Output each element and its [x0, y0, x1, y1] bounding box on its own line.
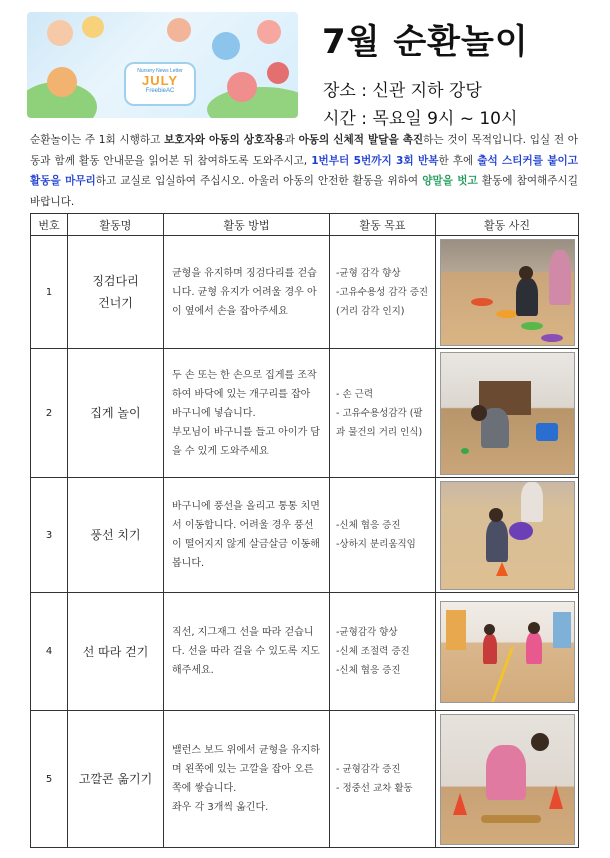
activity-name-line: 풍선 치기 [90, 528, 141, 542]
time-line [323, 104, 517, 129]
activity-name [68, 236, 164, 349]
activity-name [68, 478, 164, 593]
activity-goals [330, 349, 436, 478]
place-line [323, 76, 482, 101]
intro-highlight-sticker: 출석 스티커를 붙이고 활동을 마무리 [30, 154, 579, 187]
goal-item: -균형감각 향상 [336, 627, 398, 638]
intro-emphasis: 아동의 신체적 발달을 촉진 [298, 134, 424, 146]
goal-item: -균형 감각 향상 [336, 267, 401, 279]
goal-item: - 정중선 교차 활동 [336, 783, 413, 794]
intro-highlight-repeat: 1번부터 5번까지 3회 반복 [311, 154, 439, 167]
row-number: 1 [31, 236, 68, 349]
activity-photo-cell [436, 593, 579, 711]
col-header-activity: 활동명 [68, 214, 164, 236]
activity-name [68, 349, 164, 478]
intro-text: 하는 것이 목적입니다. 입실 전 아동과 함께 활동 안내문을 읽어본 뒤 참여하도록 도와주시고, [30, 134, 579, 167]
activity-name-line: 집게 놀이 [90, 406, 141, 420]
newsletter-brand: FreebieAC [145, 88, 175, 94]
table-row [31, 593, 579, 711]
newsletter-month: JULY [141, 73, 179, 88]
intro-paragraph [30, 130, 578, 212]
activity-name [68, 593, 164, 711]
activity-name [68, 711, 164, 848]
activity-name-line: 고깔콘 옮기기 [78, 772, 153, 786]
activity-photo [440, 714, 575, 845]
activity-method: 밸런스 보드 위에서 균형을 유지하며 왼쪽에 있는 고깔을 잡아 오른쪽에 쌓습니다. 좌우 각 3개씩 옮긴다. [164, 711, 330, 848]
row-number: 4 [31, 593, 68, 711]
activity-photo [440, 481, 575, 590]
activity-method: 두 손 또는 한 손으로 집게를 조작하여 바닥에 있는 개구리를 잡아 바구니에 넣습니다. 부모님이 바구니를 들고 아이가 담을 수 있게 도와주세요 [164, 349, 330, 478]
activity-photo-cell [436, 349, 579, 478]
table-row [31, 478, 579, 593]
activity-photo [440, 239, 575, 346]
activity-name-line: 선 따라 걷기 [82, 644, 149, 659]
place-colon: : [361, 81, 373, 101]
activity-goals [330, 711, 436, 848]
time-colon: : [361, 109, 373, 129]
activity-photo [440, 352, 575, 475]
activity-photo [440, 601, 575, 703]
table-row [31, 711, 579, 848]
intro-emphasis: 보호자와 아동의 상호작용 [164, 134, 285, 146]
intro-text: 하고 교실로 입실하여 주십시오. 아울러 아동의 안전한 활동을 위하여 [95, 175, 423, 187]
time-label: 시간 [323, 109, 356, 129]
activity-name-line: 건너기 [98, 296, 133, 310]
table-row [31, 236, 579, 349]
activity-photo-cell [436, 236, 579, 349]
activity-goals [330, 593, 436, 711]
activity-table [30, 213, 579, 848]
col-header-number: 번호 [31, 214, 68, 236]
goal-item: -신체 조절력 증진 [336, 646, 410, 657]
goal-item: - 고유수용성감각 (팔과 물건의 거리 인식) [336, 407, 423, 438]
col-header-photo: 활동 사진 [436, 214, 579, 236]
newsletter-subtitle: Nursery News Letter [137, 68, 183, 74]
activity-goals [330, 478, 436, 593]
time-value: 목요일 9시 ~ 10시 [372, 109, 518, 129]
row-number: 5 [31, 711, 68, 848]
intro-highlight-socks: 양말을 벗고 [422, 175, 478, 187]
table-row [31, 349, 579, 478]
place-value: 신관 지하 강당 [372, 81, 482, 101]
col-header-goal: 활동 목표 [330, 214, 436, 236]
intro-text: 과 [284, 134, 299, 146]
activity-method: 균형을 유지하며 징검다리를 걷습니다. 균형 유지가 어려울 경우 아이 옆에서 손을 잡아주세요 [164, 236, 330, 349]
goal-item: -신체 협응 증진 [336, 665, 401, 676]
intro-text: 한 후에 [438, 154, 478, 167]
goal-item: - 균형감각 증진 [336, 764, 401, 775]
col-header-method: 활동 방법 [164, 214, 330, 236]
activity-name-line: 징검다리 [92, 274, 139, 288]
table-header-row [31, 214, 579, 236]
row-number: 2 [31, 349, 68, 478]
row-number: 3 [31, 478, 68, 593]
goal-item: -고유수용성 감각 증진 (거리 감각 인지) [336, 286, 429, 317]
activity-goals [330, 236, 436, 349]
page-title: 7월 순환놀이 [322, 22, 529, 62]
newsletter-badge [126, 64, 194, 104]
goal-item: -상하지 분리움직임 [336, 539, 416, 550]
activity-photo-cell [436, 478, 579, 593]
activity-photo-cell [436, 711, 579, 848]
activity-method: 직선, 지그재그 선을 따라 걷습니다. 선을 따라 걸을 수 있도록 지도해주세요. [164, 593, 330, 711]
goal-item: -신체 협응 증진 [336, 520, 401, 531]
newsletter-banner [27, 12, 298, 118]
place-label: 장소 [323, 81, 356, 101]
activity-method: 바구니에 풍선을 올리고 통통 치면서 이동합니다. 어려울 경우 풍선이 떨어지지 않게 살금살금 이동해 봅니다. [164, 478, 330, 593]
intro-text: 순환놀이는 주 1회 시행하고 [30, 134, 165, 146]
intro-text: 활동에 참여해주시길 바랍니다. [30, 175, 578, 208]
goal-item: - 손 근력 [336, 388, 373, 400]
